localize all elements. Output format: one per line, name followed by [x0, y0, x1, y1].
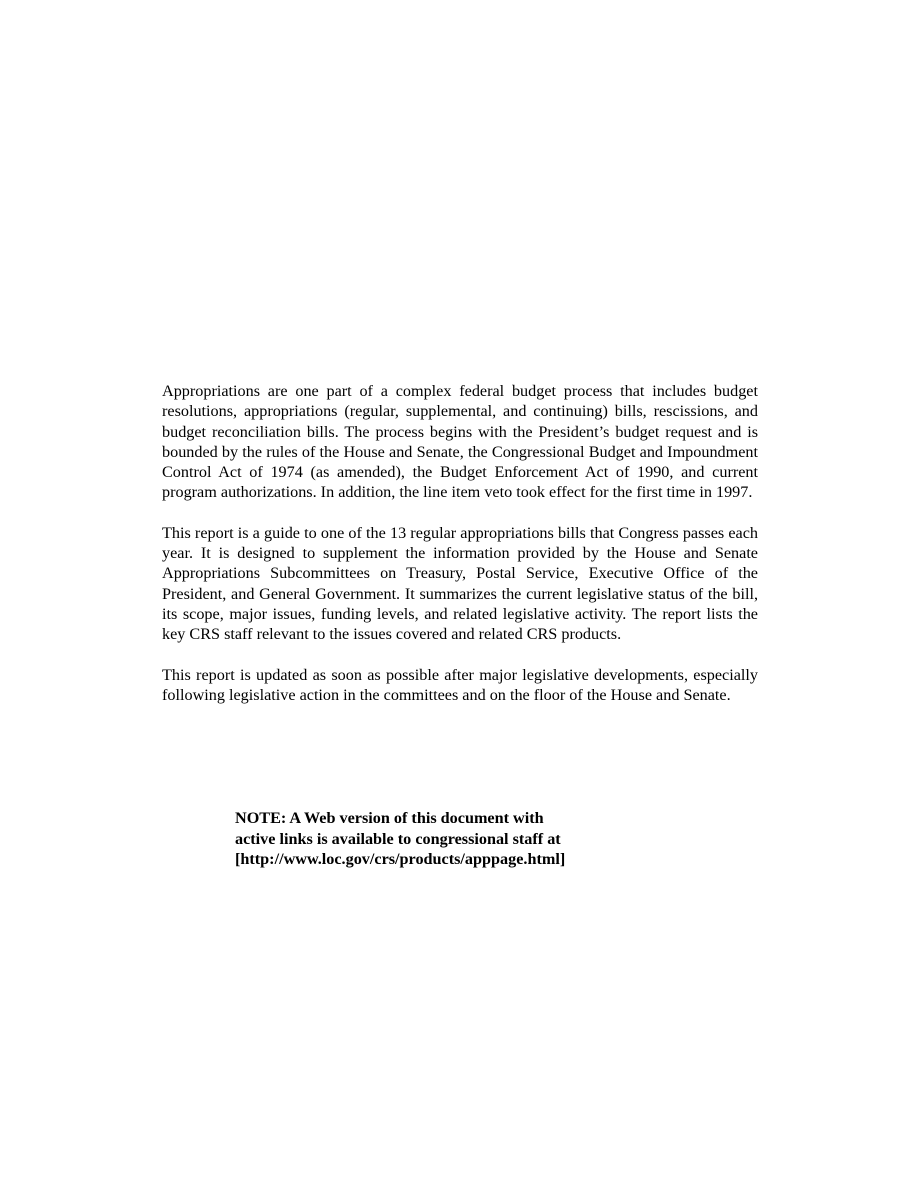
note-line-1: NOTE: A Web version of this document with	[235, 809, 544, 827]
paragraph-budget-process: Appropriations are one part of a complex federal budget process that includes budget resolutions, appropriations (regular, supplemental, and continuing) bills, rescissions, and budget reconciliation bills. The process begins with the President’s budget request and is bounded by the rules of the House and Senate, the Congressional Budget and Impoundment Control Act of 1974 (as amended), the Budget Enforcement Act of 1990, and current program authorizations. In addition, the line item veto took effect for the first time in 1997.	[162, 382, 758, 502]
paragraph-update-policy: This report is updated as soon as possible after major legislative developments, especially following legislative action in the committees and on the floor of the House and Senate.	[162, 665, 758, 704]
paragraph-report-guide: This report is a guide to one of the 13 regular appropriations bills that Congress passes each year. It is designed to supplement the information provided by the House and Senate Appropriations Subcommittees on Treasury, Postal Service, Executive Office of the President, and General Government. It summarizes the current legislative status of the bill, its scope, major issues, funding levels, and related legislative activity. The report lists the key CRS staff relevant to the issues covered and related CRS products.	[162, 523, 758, 644]
note-url-line: [http://www.loc.gov/crs/products/apppage.html]	[235, 850, 566, 868]
summary-text	[162, 381, 758, 725]
note-line-2: active links is available to congressional staff at	[235, 829, 561, 848]
web-version-note	[235, 808, 655, 870]
